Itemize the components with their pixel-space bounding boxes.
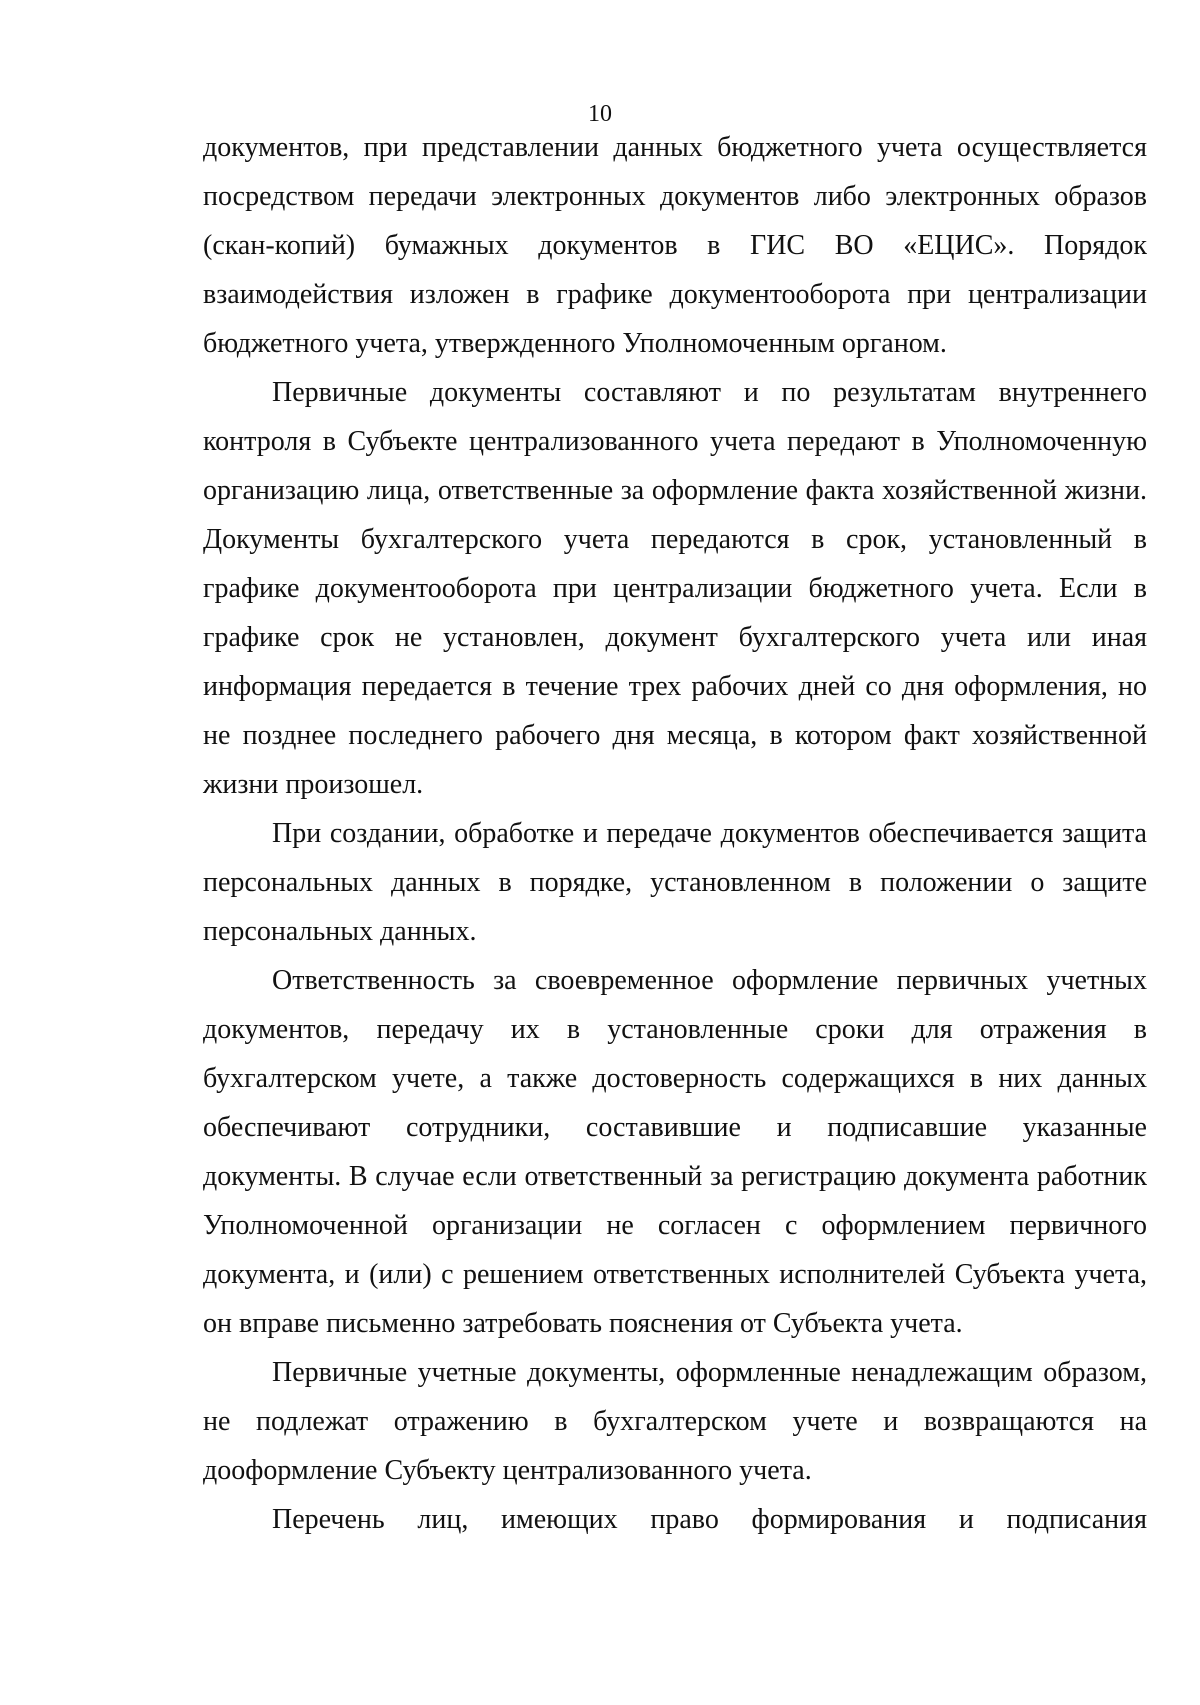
paragraph-list-of-persons: Перечень лиц, имеющих право формирования и подписания [272,1504,1147,1535]
paragraph-personal-data: При создании, обработке и передаче документов обеспечивается защита персональных данных в порядке, установленном в положении о защите персональных данных. [203,818,1147,947]
paragraph-improper-documents: Первичные учетные документы, оформленные ненадлежащим образом, не подлежат отражению в бухгалтерском учете и возвращаются на дооформление Субъекту централизованного учета. [203,1357,1147,1486]
page-number: 10 [588,101,612,127]
paragraph-continuation: документов, при представлении данных бюджетного учета осуществляется посредством передачи электронных документов либо электронных образов (скан-копий) бумажных документов в ГИС ВО «ЕЦИС». Порядок взаимодействия изложен в графике документооборота при централизации бюджетного учета, утвержденного Уполномоченным органом. [203,132,1147,359]
paragraph-responsibility: Ответственность за своевременное оформление первичных учетных документов, передачу их в установленные сроки для отражения в бухгалтерском учете, а также достоверность содержащихся в них данных обеспечивают сотрудники, составившие и подписавшие указанные документы. В случае если ответственный за регистрацию документа работник Уполномоченной организации не согласен с оформлением первичного документа, и (или) с решением ответственных исполнителей Субъекта учета, он вправе письменно затребовать пояснения от Субъекта учета. [203,965,1147,1339]
document-body [203,123,1147,1544]
paragraph-primary-documents: Первичные документы составляют и по результатам внутреннего контроля в Субъекте централизованного учета передают в Уполномоченную организацию лица, ответственные за оформление факта хозяйственной жизни. Документы бухгалтерского учета передаются в срок, установленный в графике документооборота при централизации бюджетного учета. Если в графике срок не установлен, документ бухгалтерского учета или иная информация передается в течение трех рабочих дней со дня оформления, но не позднее последнего рабочего дня месяца, в котором факт хозяйственной жизни произошел. [203,377,1147,800]
